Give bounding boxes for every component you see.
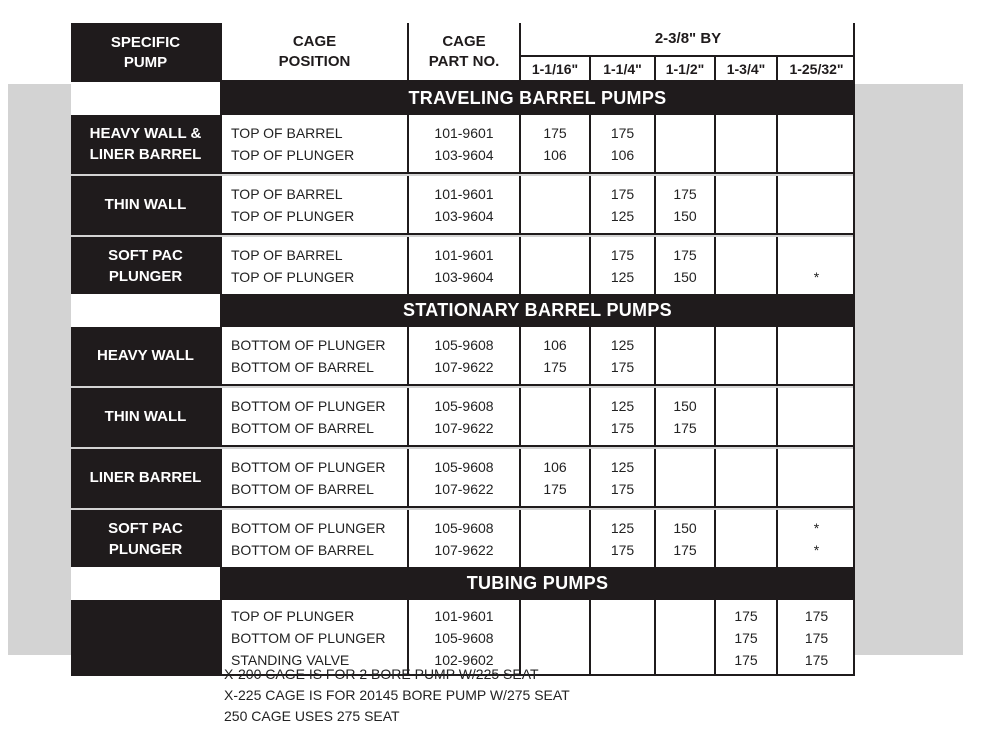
rating-value: 150 bbox=[673, 268, 697, 285]
part-number-text: 103-9604 bbox=[434, 268, 494, 285]
pump-gap bbox=[71, 172, 220, 174]
part-number-text: 105-9608 bbox=[434, 336, 494, 353]
cage-position-text: BOTTOM OF PLUNGER bbox=[231, 397, 386, 414]
cage-part-cell bbox=[407, 327, 519, 384]
rating-value: * bbox=[813, 519, 820, 536]
header-size-2: 1-1/4" bbox=[589, 57, 654, 82]
rating-cell bbox=[519, 327, 589, 384]
cage-position-cell bbox=[220, 176, 407, 233]
footnote: X-200 CAGE IS FOR 2 BORE PUMP W/225 SEAT bbox=[224, 666, 539, 682]
row-divider bbox=[220, 172, 855, 174]
cage-position-text: BOTTOM OF PLUNGER bbox=[231, 458, 386, 475]
section-blank-cell bbox=[71, 567, 220, 600]
pump-type-label: HEAVY WALL & LINER BARREL bbox=[71, 115, 220, 172]
part-number-text: 101-9601 bbox=[434, 185, 494, 202]
rating-cell bbox=[776, 237, 855, 294]
row-divider bbox=[220, 233, 855, 235]
rating-cell bbox=[776, 176, 855, 233]
cage-position-cell bbox=[220, 388, 407, 445]
cage-position-text: TOP OF PLUNGER bbox=[231, 207, 355, 224]
pump-type-label bbox=[71, 600, 220, 676]
cage-part-cell bbox=[407, 388, 519, 445]
cage-position-text: TOP OF BARREL bbox=[231, 246, 343, 263]
cage-position-text: TOP OF PLUNGER bbox=[231, 268, 355, 285]
pump-gap bbox=[71, 233, 220, 235]
cage-position-text: BOTTOM OF BARREL bbox=[231, 480, 374, 497]
section-title: TRAVELING BARREL PUMPS bbox=[220, 82, 855, 115]
rating-value: 175 bbox=[543, 358, 567, 375]
pump-type-label: THIN WALL bbox=[71, 388, 220, 445]
section-title: STATIONARY BARREL PUMPS bbox=[220, 294, 855, 327]
row-divider bbox=[220, 445, 855, 447]
section-blank-cell bbox=[71, 294, 220, 327]
rating-cell bbox=[714, 449, 776, 506]
rating-cell bbox=[654, 327, 714, 384]
footnotes bbox=[224, 664, 570, 727]
rating-value: 175 bbox=[804, 652, 829, 668]
pump-type-label: SOFT PAC PLUNGER bbox=[71, 237, 220, 294]
rating-cell bbox=[589, 115, 654, 172]
rating-value: 106 bbox=[543, 458, 567, 475]
cage-part-cell bbox=[407, 237, 519, 294]
cage-position-text: BOTTOM OF PLUNGER bbox=[231, 519, 386, 536]
rating-value: * bbox=[813, 541, 820, 558]
cage-position-text: TOP OF PLUNGER bbox=[231, 146, 355, 163]
cage-part-cell bbox=[407, 176, 519, 233]
pump-type-label: LINER BARREL bbox=[71, 449, 220, 506]
rating-value: 175 bbox=[610, 246, 635, 263]
rating-cell bbox=[776, 388, 855, 445]
rating-cell bbox=[714, 237, 776, 294]
rating-cell bbox=[654, 115, 714, 172]
part-number-text: 101-9601 bbox=[434, 246, 494, 263]
rating-cell bbox=[776, 327, 855, 384]
rating-value: 125 bbox=[610, 519, 635, 536]
rating-cell bbox=[519, 115, 589, 172]
rating-cell bbox=[519, 388, 589, 445]
rating-cell bbox=[519, 510, 589, 567]
footnote: X-225 CAGE IS FOR 20145 BORE PUMP W/275 SEAT bbox=[224, 687, 570, 703]
row-divider bbox=[220, 384, 855, 386]
rating-value: 175 bbox=[804, 630, 829, 646]
rating-value: 125 bbox=[610, 458, 635, 475]
part-number-text: 101-9601 bbox=[434, 124, 494, 141]
rating-cell bbox=[589, 449, 654, 506]
rating-value: 106 bbox=[543, 146, 567, 163]
rating-value: 106 bbox=[610, 146, 635, 163]
rating-value: 150 bbox=[673, 397, 697, 414]
rating-value: 175 bbox=[673, 419, 697, 436]
cage-position-cell bbox=[220, 115, 407, 172]
pump-type-label: HEAVY WALL bbox=[71, 327, 220, 384]
rating-cell bbox=[714, 510, 776, 567]
rating-cell bbox=[519, 449, 589, 506]
header-size-4: 1-3/4" bbox=[714, 57, 776, 82]
rating-value: 175 bbox=[610, 124, 635, 141]
pump-gap bbox=[71, 445, 220, 447]
rating-value: 175 bbox=[804, 608, 829, 624]
cage-part-cell bbox=[407, 449, 519, 506]
cage-part-cell bbox=[407, 115, 519, 172]
rating-cell bbox=[776, 510, 855, 567]
rating-value: 175 bbox=[610, 480, 635, 497]
cage-part-cell bbox=[407, 510, 519, 567]
cage-position-text: BOTTOM OF BARREL bbox=[231, 419, 374, 436]
cage-position-text: BOTTOM OF PLUNGER bbox=[231, 630, 386, 646]
rating-value: * bbox=[813, 268, 820, 285]
rating-cell bbox=[519, 176, 589, 233]
rating-cell bbox=[654, 449, 714, 506]
rating-value: 175 bbox=[610, 358, 635, 375]
rating-cell bbox=[776, 449, 855, 506]
rating-cell bbox=[714, 600, 776, 676]
rating-value: 106 bbox=[543, 336, 567, 353]
rating-value: 150 bbox=[673, 207, 697, 224]
rating-value: 125 bbox=[610, 336, 635, 353]
rating-cell bbox=[589, 237, 654, 294]
rating-value: 175 bbox=[610, 185, 635, 202]
rating-value: 175 bbox=[673, 185, 697, 202]
rating-value: 125 bbox=[610, 397, 635, 414]
rating-value: 175 bbox=[543, 480, 567, 497]
rating-value: 150 bbox=[673, 519, 697, 536]
header-size-group: 2-3/8" BY bbox=[519, 23, 855, 57]
rating-cell bbox=[654, 237, 714, 294]
header-size-5: 1-25/32" bbox=[776, 57, 855, 82]
part-number-text: 103-9604 bbox=[434, 146, 494, 163]
cage-position-text: BOTTOM OF BARREL bbox=[231, 358, 374, 375]
part-number-text: 105-9608 bbox=[434, 458, 494, 475]
cage-position-text: TOP OF PLUNGER bbox=[231, 608, 355, 624]
part-number-text: 101-9601 bbox=[434, 608, 494, 624]
rating-cell bbox=[776, 115, 855, 172]
cage-position-cell bbox=[220, 327, 407, 384]
cage-position-cell bbox=[220, 449, 407, 506]
cage-position-text: TOP OF BARREL bbox=[231, 124, 343, 141]
part-number-text: 107-9622 bbox=[434, 358, 494, 375]
rating-cell bbox=[654, 388, 714, 445]
rating-cell bbox=[714, 388, 776, 445]
part-number-text: 107-9622 bbox=[434, 541, 494, 558]
row-divider bbox=[220, 506, 855, 508]
table-right-border bbox=[853, 23, 855, 676]
rating-cell bbox=[519, 237, 589, 294]
rating-value: 175 bbox=[734, 652, 758, 668]
rating-cell bbox=[776, 600, 855, 676]
cage-position-text: TOP OF BARREL bbox=[231, 185, 343, 202]
cage-position-text: BOTTOM OF BARREL bbox=[231, 541, 374, 558]
rating-cell bbox=[654, 176, 714, 233]
rating-cell bbox=[589, 510, 654, 567]
rating-cell bbox=[589, 388, 654, 445]
rating-cell bbox=[714, 176, 776, 233]
rating-cell bbox=[654, 600, 714, 676]
part-number-text: 103-9604 bbox=[434, 207, 494, 224]
header-size-3: 1-1/2" bbox=[654, 57, 714, 82]
section-blank-cell bbox=[71, 82, 220, 115]
part-number-text: 105-9608 bbox=[434, 519, 494, 536]
rating-value: 175 bbox=[734, 608, 758, 624]
header-specific-pump: SPECIFIC PUMP bbox=[71, 23, 220, 82]
rating-value: 175 bbox=[543, 124, 567, 141]
rating-value: 125 bbox=[610, 207, 635, 224]
part-number-text: 107-9622 bbox=[434, 419, 494, 436]
rating-value: 175 bbox=[673, 246, 697, 263]
part-number-text: 105-9608 bbox=[434, 397, 494, 414]
cage-position-text: STANDING VALVE bbox=[231, 652, 350, 668]
part-number-text: 102-9602 bbox=[434, 652, 494, 668]
pump-gap bbox=[71, 506, 220, 508]
header-cage-part-no: CAGE PART NO. bbox=[407, 23, 519, 82]
pump-type-label: SOFT PAC PLUNGER bbox=[71, 510, 220, 567]
rating-cell bbox=[714, 327, 776, 384]
part-number-text: 105-9608 bbox=[434, 630, 494, 646]
rating-cell bbox=[654, 510, 714, 567]
part-number-text: 107-9622 bbox=[434, 480, 494, 497]
footnote: 250 CAGE USES 275 SEAT bbox=[224, 708, 400, 724]
rating-value: 125 bbox=[610, 268, 635, 285]
pump-gap bbox=[71, 384, 220, 386]
rating-cell bbox=[589, 600, 654, 676]
rating-value: 175 bbox=[673, 541, 697, 558]
header-cage-position: CAGE POSITION bbox=[220, 23, 407, 82]
cage-position-cell bbox=[220, 510, 407, 567]
rating-cell bbox=[714, 115, 776, 172]
pump-type-label: THIN WALL bbox=[71, 176, 220, 233]
section-title: TUBING PUMPS bbox=[220, 567, 855, 600]
rating-cell bbox=[589, 327, 654, 384]
cage-position-text: BOTTOM OF PLUNGER bbox=[231, 336, 386, 353]
rating-cell bbox=[589, 176, 654, 233]
header-size-1: 1-1/16" bbox=[519, 57, 589, 82]
rating-value: 175 bbox=[610, 419, 635, 436]
rating-value: 175 bbox=[610, 541, 635, 558]
cage-position-cell bbox=[220, 237, 407, 294]
rating-value: 175 bbox=[734, 630, 758, 646]
cage-table bbox=[71, 23, 855, 668]
